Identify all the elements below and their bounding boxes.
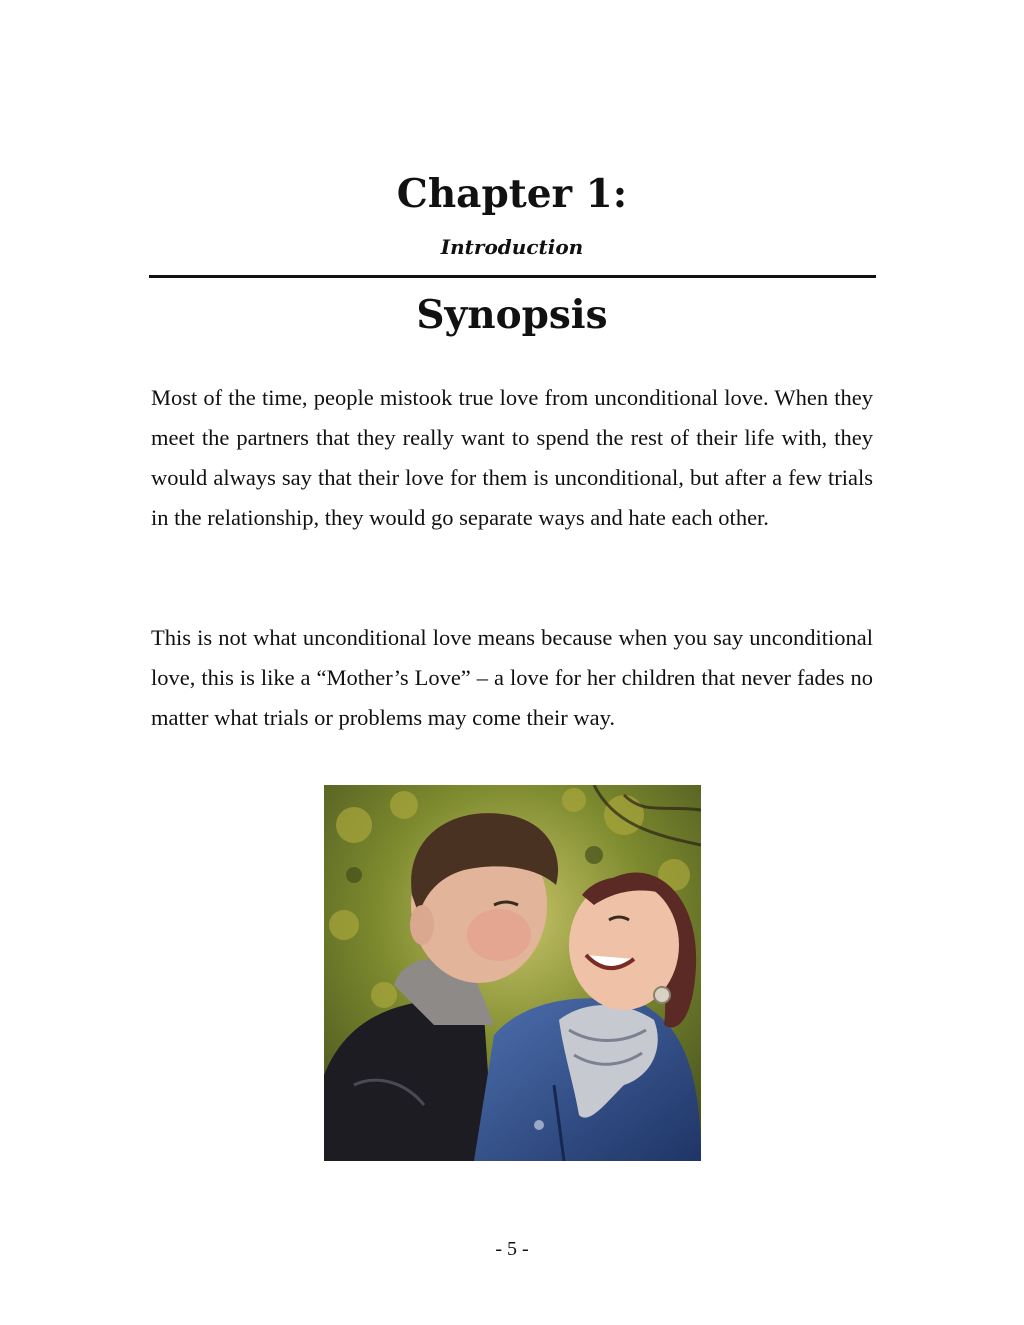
body-paragraph-1: Most of the time, people mistook true love from unconditional love. When they meet the partners that they really want to spend the rest of their life with, they would always say that their love for them is unconditional, but after a few trials in the relationship, they would go separate ways and hate each other.: [151, 385, 873, 530]
chapter-title: Chapter 1:: [396, 171, 628, 217]
body-paragraph-2: This is not what unconditional love means because when you say unconditional love, this is like a “Mother’s Love” – a love for her children that never fades no matter what trials or problems may come their way.: [151, 625, 873, 730]
horizontal-rule: [149, 275, 876, 278]
section-title: Synopsis: [416, 292, 608, 338]
page-number: - 5 -: [495, 1238, 529, 1260]
chapter-subtitle: Introduction: [440, 235, 584, 259]
couple-photo: [324, 785, 701, 1161]
